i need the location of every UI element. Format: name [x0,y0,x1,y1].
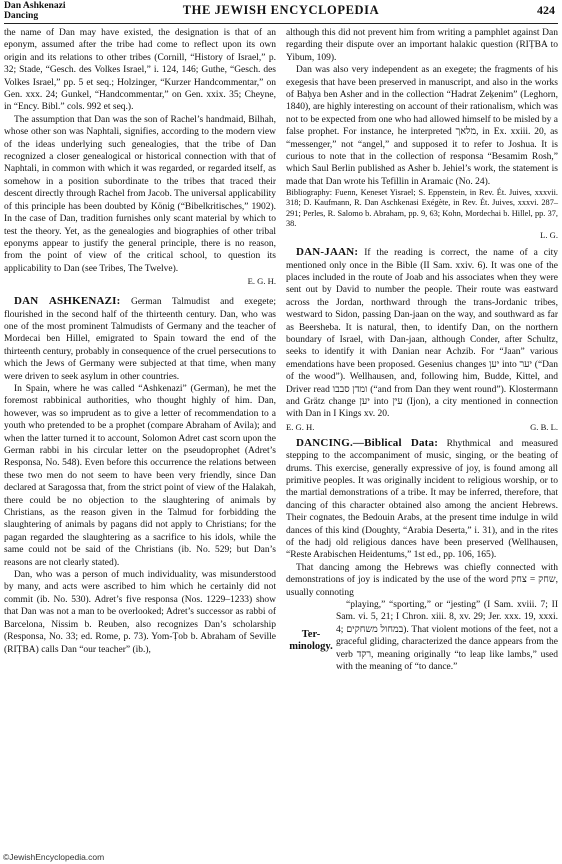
author-signatures [286,421,558,433]
article-heading: DAN ASHKENAZI: [14,295,121,308]
paragraph: the name of Dan may have existed, the designation is that of an eponym, assumed after the tribe had come to reflect upon its own origin and its relations to other tribes (Cornill, “History of Israel,” p. 32; Stade, “Gesch. des Volkes Israel,” i. 124, 146; Guthe, “Gesch. des Volkes Israel,” pp. 5 et seq.; Holzinger, “Kurzer Handcommentar,” on Gen. xxx. 24; Gunkel, “Handcommentar,” on Gen. xxix. 35; Cheyne, in “Ency. Bibl.” cols. 992 et seq.). [4,28,276,113]
right-column [286,27,558,674]
paragraph: “playing,” “sporting,” or “jesting” (I Sam. xviii. 7; II Sam. vi. 5, 21; I Chron. xiii. 8, xv. 29; Jer. xxx. 19, xxxi. 4; במחול משחקים). That violent motions of the feet, not a graceful gliding, characterized the dance appears from the verb רקד, meaning originally “to leap like lambs,” used with the meaning of “to dance.” [336,600,559,673]
paragraph: Dan, who was a person of much individuality, was misunderstood by many, and acts were ascribed to him which he certainly did not commit (ib. No. 530). Adret’s five responsa (Nos. 1229–1233) show that Dan was not a man to be overlooked; Adret’s successor as rabbi of Barcelona, Nissim b. Reuben, also recognizes Dan’s scholarship (Responsa, No. 33; ed. Rome, p. 73). Yom-Ṭob b. Abraham of Seville (RIṬBA) calls Dan “our teacher” (ib.), [4,570,276,655]
header-title: THE JEWISH ENCYCLOPEDIA [182,3,380,17]
header-catchword-last: Dancing [4,10,39,21]
article-dancing [286,437,558,562]
article-dan-ashkenazi [4,295,276,383]
author-signature: E. G. H. [247,276,276,287]
marginal-heading [286,599,336,673]
author-signature: L. G. [540,230,558,241]
paragraph: Dan was also very independent as an exegete; the fragments of his exegesis that have been preserved in manuscript, and also in the works of Baḥya ben Asher and in the collection “Hadrat Zeḳenim” (Leghorn, 1840), are highly interesting on account of their rationalism, which was not to be expected from one who had allowed himself to be misled by a false prophet. For instance, he interpreted מלאך, in Ex. xxiii. 20, as “messenger,” not “angel,” and supposed it to refer to Joshua. It is curious to note that in the collection of responsa “Besamim Rosh,” which Saul Berlin published as Asher b. Jehiel’s work, the statement is made that Dan wrote his Tefillin in Aramaic (No. 24). [286,65,559,187]
paragraph: That dancing among the Hebrews was chiefly connected with demonstrations of joy is indicated by the use of the word שחק = צחק, usually connoting [286,562,558,598]
watermark: ©JewishEncyclopedia.com [3,852,105,862]
terminology-block [286,599,558,673]
bibliography: Bibliography: Fuenn, Keneset Yisrael; S. Eppenstein, in Rev. Ét. Juives, xxxvii. 318; D. Kaufmann, R. Dan Aschkenasi Exégète, in Rev. Ét. Juives, xxxvi. 287–291; Perles, R. Salomo b. Abraham, pp. 9, 63; Kohn, Mordechai b. Hillel, pp. 37, 38. [286,188,558,228]
paragraph: The assumption that Dan was the son of Rachel’s handmaid, Bilhah, whose other son was Naphtali, signifies, according to the modern view of the ideas underlying such genealogies, that the tribe of Dan recognized a closer genealogical or historical connection with that of Naphtali, in common with which it was regarded, or regarded itself, as somehow in a position subordinate to the tribes that traced their descent directly through Rachel from Jacob. The universal applicability of this principle has been doubted by König (“Bibelkritisches,” 1902). In the case of Dan, tradition furnishes only scant material by which to test the theory. Yet, as the genealogies and biographies of other tribal eponyms appear to justify the general principle, there is no reason, from the point of view of the critical school, to question its applicability to Dan (see Tribes, The Twelve). [4,114,276,274]
article-heading: DAN-JAAN: [296,246,359,259]
article-heading: DANCING.—Biblical Data: [296,436,439,449]
article-dan-jaan [286,246,558,421]
paragraph: although this did not prevent him from writing a pamphlet against Dan regarding their dispute over an important halakic question (RIṬBA to Yibum, 109). [286,28,558,63]
article-body: If the reading is correct, the name of a city mentioned only once in the Bible (II Sam. xxiv. 6). It was one of the places included in the route of Joab and his associates when they were sent out by David to number the people. Their route was eastward across the Jordan, northward through the trans-Jordanic tribes, westward to Sidon, passing Dan-jaan on the way, and southward as far as Beersheba. It is natural, then, to identify Dan, on the northern boundary of Israel, with Dan-jaan, although Conder, after Schultz, seeks to identify it with Danian near Achzib. For “Jaan” various emendations have been proposed. Gesenius changes יען into יער (“Dan of the wood”). Wellhausen, and, following him, Budde, Kittel, and Driver read ומדן סבבו (“and from Dan they went round”). Klostermann and Grätz change יען into עין (Ijon), a city mentioned in connection with Dan in I Kings xv. 20. [286,248,559,420]
paragraph: In Spain, where he was called “Ashkenazi” (German), he met the foremost rabbinical authorities, who thought highly of him. Dan, however, was so imprudent as to give a letter of recommendation to a youth who pretended to be a prophet (compare Abraham of Avila); and when the latter turned it to account, Solomon Adret cast scorn upon the German rabbi in his circular letter on the pseudoprophet (Adret’s Responsa, No. 548). Even before this occurrence the relations between these two men do not seem to have been very friendly, since Dan declared at Saragossa that, from the strict point of view of the Halakah, there could be no objection to the slaughtering of animals by Christians, as the reason given in the Talmud for forbidding the slaughtering of animals by pagans did not apply to Christians; for the pagan regarded the slaughtering as a sacrifice to his idols, while the same could not be said of the Christians (ib. No. 529; but Dan’s reasons are not clearly stated). [4,383,276,568]
marginal-heading-line: minology. [289,641,333,653]
left-column [4,27,276,656]
page-number: 424 [537,3,555,17]
article-intro: German Talmudist and exegete; flourished in the second half of the thirteenth century. Dan, who was one of the most prominent Talmudists of Germany and the teacher of Mordecai ben Hillel, emigrated to Spain toward the end of the thirteenth century, probably in consequence of the cruel persecutions to which the Jews of Germany were subjected at that time, when many were driven to seek asylum in other countries. [4,297,276,382]
header-catchword-first: Dan Ashkenazi [4,0,66,11]
marginal-heading-line: Ter- [301,629,321,641]
author-signature-left: E. G. H. [286,421,315,432]
running-header [0,0,562,24]
article-body: Rhythmical and measured stepping to the accompaniment of music, singing, or the beating of drums. This exercise, generally expressive of joy, is found among all primitive peoples. It was originally incident to religious worship, or to the martial demonstrations of a tribe. It may be inferred, therefore, that dancing of this character obtained also among the ancient Hebrews. Their cognates, the Bedouin Arabs, at the present time indulge in wild dances of this kind (Doughty, “Arabia Deserta,” i. 31), and in the rites of the hadj old religious dances have been preserved (Wellhausen, “Reste Arabischen Heidentums,” 1st ed., pp. 106, 165). [286,438,558,561]
header-rule [4,23,558,24]
author-signature-right: G. B. L. [530,421,558,432]
